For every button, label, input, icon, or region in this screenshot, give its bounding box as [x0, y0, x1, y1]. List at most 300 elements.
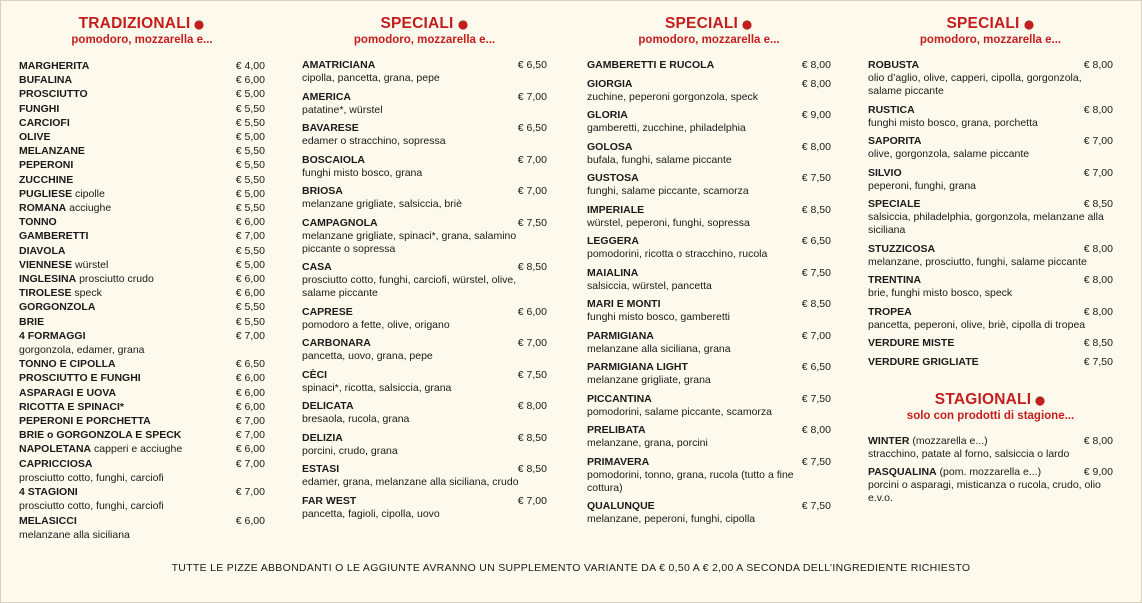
menu-item-row [302, 400, 547, 413]
item-price: € 5,50 [235, 173, 265, 186]
menu-item [302, 122, 547, 148]
item-price: € 8,00 [1083, 274, 1113, 286]
menu-item [19, 357, 265, 371]
item-name: STUZZICOSA [868, 242, 936, 255]
menu-item [19, 73, 265, 87]
menu-item-row [587, 59, 831, 72]
menu-item [19, 102, 265, 116]
item-name: VERDURE GRIGLIATE [868, 355, 979, 368]
item-description: salsiccia, philadelphia, gorgonzola, melanzane alla siciliana [868, 211, 1104, 236]
menu-item-row [868, 356, 1113, 369]
item-description: melanzane alla siciliana, grana [587, 342, 731, 355]
menu-item-row [587, 424, 831, 437]
menu-item-label [19, 386, 116, 400]
item-description: cipolla, pancetta, grana, pepe [302, 72, 440, 84]
menu-item-label [19, 116, 70, 130]
menu-item [587, 361, 831, 387]
menu-item-row [19, 386, 265, 400]
menu-item [302, 154, 547, 180]
menu-item-label [19, 244, 65, 258]
item-name: BAVARESE [302, 122, 359, 134]
item-name: VERDURE MISTE [868, 337, 955, 349]
item-description: gorgonzola, edamer, grana [19, 344, 145, 357]
menu-item-row [19, 229, 265, 243]
menu-item-row [868, 337, 1113, 350]
item-name: RICOTTA E SPINACI* [19, 400, 125, 413]
item-description: melanzane, prosciutto, funghi, salame piccante [868, 255, 1087, 268]
menu-item [19, 158, 265, 172]
menu-item-row [19, 130, 265, 144]
menu-item [19, 329, 265, 357]
item-price: € 8,00 [517, 400, 547, 412]
menu-item-row [19, 201, 265, 215]
menu-item-label [19, 457, 93, 471]
item-name: DELICATA [302, 400, 354, 412]
tomato-icon [741, 18, 753, 30]
item-name: ASPARAGI E UOVA [19, 386, 117, 399]
menu-item-row [19, 400, 265, 414]
menu-item-row [19, 258, 265, 272]
item-name: 4 FORMAGGI [19, 329, 86, 342]
menu-item-label [19, 371, 141, 385]
column-speciali-2 [587, 15, 831, 532]
item-price: € 8,00 [1083, 434, 1113, 447]
item-name: PROSCIUTTO E FUNGHI [19, 372, 141, 385]
section-subtitle: pomodoro, mozzarella e... [919, 34, 1062, 46]
item-description: melanzane, peperoni, funghi, cipolla [587, 513, 756, 525]
menu-item-label [868, 466, 1041, 479]
item-description: melanzane grigliate, spinaci*, grana, salamino piccante o sopressa [302, 229, 517, 255]
menu-item [587, 424, 831, 450]
menu-item-row [302, 122, 547, 135]
item-name: PROSCIUTTO [19, 88, 88, 101]
item-note: cipolle [72, 187, 105, 200]
menu-item-label [302, 217, 378, 230]
item-price: € 6,50 [517, 122, 547, 134]
menu-item-label [587, 298, 661, 311]
menu-item-label [868, 306, 912, 319]
menu-item-row [868, 198, 1113, 211]
menu-item-row [587, 361, 831, 374]
menu-item-row [587, 456, 831, 469]
menu-item-label [868, 243, 935, 256]
item-price: € 7,50 [801, 500, 831, 512]
menu-item [868, 59, 1113, 98]
menu-item-row [587, 172, 831, 185]
menu-item-label [868, 356, 979, 369]
menu-item-row [868, 167, 1113, 180]
menu-item-label [302, 154, 365, 167]
item-description: funghi, salame piccante, scamorza [587, 185, 749, 197]
item-name: AMATRICIANA [302, 59, 376, 71]
menu-item-row [587, 393, 831, 406]
section-stagionali [868, 391, 1113, 506]
menu-item-label [19, 272, 154, 286]
item-name: PEPERONI [19, 159, 74, 172]
menu-item [19, 215, 265, 229]
menu-item-label [19, 102, 59, 116]
item-price: € 8,00 [1083, 59, 1113, 71]
menu-item [302, 91, 547, 117]
menu-item [587, 456, 831, 495]
menu-item [19, 300, 265, 314]
menu-item-label [302, 463, 339, 476]
item-price: € 7,50 [801, 172, 831, 184]
menu-item [302, 432, 547, 458]
menu-item [868, 104, 1113, 130]
item-price: € 6,50 [235, 358, 265, 371]
menu-item [302, 306, 547, 332]
item-name: TROPEA [868, 305, 912, 318]
menu-item-row [19, 102, 265, 116]
item-name: INGLESINA [19, 273, 77, 286]
item-price: € 5,50 [235, 202, 265, 215]
item-price: € 5,50 [235, 159, 265, 172]
column-speciali-3 [868, 15, 1113, 511]
menu-item-label [587, 267, 638, 280]
item-price: € 7,00 [517, 90, 547, 103]
menu-item [19, 315, 265, 329]
item-price: € 7,00 [517, 494, 547, 507]
item-price: € 7,00 [1083, 166, 1113, 179]
item-price: € 5,50 [235, 244, 265, 257]
item-price: € 6,50 [517, 59, 547, 71]
menu-item-label [302, 261, 332, 274]
menu-item-label [19, 400, 124, 414]
menu-item [587, 59, 831, 72]
item-name: SPECIALE [868, 198, 921, 210]
menu-item [19, 272, 265, 286]
item-name: DELIZIA [302, 431, 343, 444]
item-name: MELASICCI [19, 514, 77, 527]
item-name: PASQUALINA [868, 466, 937, 478]
menu-item-row [587, 298, 831, 311]
menu-item [302, 369, 547, 395]
item-name: QUALUNQUE [587, 500, 655, 512]
item-price: € 7,00 [235, 329, 265, 342]
menu-item [19, 187, 265, 201]
item-price: € 7,00 [801, 329, 831, 342]
item-price: € 8,00 [1083, 103, 1113, 116]
menu-item [868, 274, 1113, 300]
menu-item-row [587, 500, 831, 513]
tomato-icon [1034, 394, 1046, 406]
supplement-note: TUTTE LE PIZZE ABBONDANTI O LE AGGIUNTE AVRANNO UN SUPPLEMENTO VARIANTE DA € 0,50 A € 2,00 A SECONDA DELL’INGREDIENTE RICHIESTO [171, 562, 971, 574]
menu-item [19, 173, 265, 187]
item-price: € 8,50 [801, 298, 831, 310]
item-note: acciughe [66, 202, 112, 215]
menu-item-label [868, 198, 921, 211]
menu-item-row [19, 371, 265, 385]
section-header [302, 15, 547, 47]
menu-item [19, 400, 265, 414]
menu-item-label [19, 329, 86, 343]
item-price: € 5,50 [235, 315, 265, 328]
item-name: GIORGIA [587, 77, 633, 90]
menu-item-label [302, 400, 354, 413]
tomato-icon [193, 18, 205, 30]
item-name: PRELIBATA [587, 424, 646, 436]
item-name: 4 STAGIONI [19, 486, 78, 499]
menu-item [587, 267, 831, 293]
item-description: bresaola, rucola, grana [302, 413, 410, 425]
menu-item-label [587, 59, 714, 72]
item-description: prosciutto cotto, funghi, carciofi, würstel, olive, salame piccante [302, 274, 517, 299]
menu-item-row [868, 466, 1113, 479]
item-name: CÈCI [302, 368, 328, 381]
item-description: edamer, grana, melanzane alla siciliana, crudo [302, 476, 519, 488]
menu-item [587, 298, 831, 324]
menu-item [302, 261, 547, 300]
menu-item-label [19, 201, 111, 215]
item-name: CAPRESE [302, 305, 353, 318]
item-price: € 8,00 [801, 140, 831, 153]
menu-item-label [302, 337, 371, 350]
menu-item-label [587, 424, 646, 437]
item-name: GLORIA [587, 109, 628, 121]
menu-item-label [19, 87, 88, 101]
item-name: GUSTOSA [587, 172, 639, 184]
menu-item-label [868, 104, 915, 117]
menu-item-label [302, 91, 351, 104]
item-list [19, 59, 265, 542]
menu-item-row [302, 432, 547, 445]
item-price: € 9,00 [801, 109, 831, 121]
menu-item-label [587, 330, 654, 343]
menu-item-label [868, 435, 988, 448]
menu-item [19, 485, 265, 513]
item-price: € 6,00 [517, 305, 547, 318]
item-price: € 6,00 [235, 216, 265, 229]
item-name: PUGLIESE [19, 187, 73, 200]
item-description: prosciutto cotto, funghi, carciofi [19, 500, 164, 513]
menu-item [302, 400, 547, 426]
item-price: € 7,00 [235, 457, 265, 470]
section-header [19, 15, 265, 47]
item-name: TONNO E CIPOLLA [19, 358, 116, 371]
menu-item-row [868, 243, 1113, 256]
item-name: VIENNESE [19, 258, 73, 271]
item-name: BRIOSA [302, 185, 343, 197]
item-name: CARCIOFI [19, 116, 70, 129]
menu-item-row [302, 91, 547, 104]
item-name: PICCANTINA [587, 392, 652, 405]
menu-item-row [19, 514, 265, 528]
item-price: € 6,00 [235, 386, 265, 399]
menu-item [19, 428, 265, 442]
item-note: (mozzarella e...) [909, 434, 988, 447]
item-name: PEPERONI E PORCHETTA [19, 415, 151, 428]
menu-item [868, 356, 1113, 369]
item-price: € 6,00 [235, 372, 265, 385]
item-price: € 6,00 [235, 273, 265, 286]
menu-item-label [19, 357, 116, 371]
section-subtitle: pomodoro, mozzarella e... [71, 34, 213, 46]
item-price: € 6,50 [801, 361, 831, 373]
item-price: € 7,00 [517, 153, 547, 166]
menu-item-row [868, 135, 1113, 148]
item-name: ESTASI [302, 463, 340, 475]
item-description: patatine*, würstel [302, 103, 383, 116]
item-price: € 6,00 [235, 287, 265, 300]
item-price: € 6,00 [235, 400, 265, 413]
menu-item [868, 167, 1113, 193]
item-name: PRIMAVERA [587, 455, 650, 468]
item-description: pomodoro a fette, olive, origano [302, 318, 450, 331]
menu-item-row [302, 337, 547, 350]
menu-item-label [587, 393, 652, 406]
menu-item [302, 495, 547, 521]
item-note: (pom. mozzarella e...) [936, 466, 1042, 478]
menu-item-row [302, 154, 547, 167]
menu-item [587, 78, 831, 104]
menu-item-label [19, 144, 85, 158]
section-header [587, 15, 831, 47]
item-price: € 8,00 [1083, 305, 1113, 318]
menu-item [587, 204, 831, 230]
item-price: € 7,00 [517, 337, 547, 349]
menu-item [587, 330, 831, 356]
item-description: zuchine, peperoni gorgonzola, speck [587, 90, 759, 103]
item-list [868, 435, 1113, 506]
item-description: edamer o stracchino, sopressa [302, 135, 446, 147]
menu-item [19, 229, 265, 243]
item-price: € 5,00 [235, 187, 265, 200]
item-list [302, 59, 547, 521]
menu-item [19, 201, 265, 215]
menu-item [19, 371, 265, 385]
menu-item-row [19, 73, 265, 87]
menu-item-row [19, 442, 265, 456]
item-description: peperoni, funghi, grana [868, 179, 976, 192]
item-note: capperi e acciughe [91, 443, 183, 456]
menu-item-label [19, 428, 181, 442]
menu-item-label [19, 173, 73, 187]
menu-item-row [19, 187, 265, 201]
item-description: pancetta, uovo, grana, pepe [302, 350, 433, 362]
item-description: pancetta, peperoni, olive, briè, cipolla di tropea [868, 318, 1086, 331]
item-name: RUSTICA [868, 103, 915, 116]
menu-item-row [19, 329, 265, 343]
item-price: € 6,00 [235, 443, 265, 456]
menu-item-row [302, 261, 547, 274]
menu-item-label [19, 300, 95, 314]
menu-item [868, 306, 1113, 332]
item-description: funghi misto bosco, grana, porchetta [868, 116, 1038, 129]
item-name: TONNO [19, 216, 57, 229]
item-price: € 5,50 [235, 145, 265, 158]
menu-item [19, 116, 265, 130]
menu-item [302, 463, 547, 489]
column-speciali-1 [302, 15, 547, 526]
menu-item [19, 87, 265, 101]
item-description: würstel, peperoni, funghi, sopressa [587, 216, 750, 229]
menu-item [19, 386, 265, 400]
item-price: € 7,50 [801, 392, 831, 405]
menu-item-row [19, 357, 265, 371]
item-price: € 4,00 [235, 60, 265, 72]
menu-item-row [587, 204, 831, 217]
menu-item [587, 235, 831, 261]
menu-item [19, 414, 265, 428]
section-title: SPECIALI [380, 15, 468, 33]
section-title: SPECIALI [665, 15, 753, 33]
menu-item [868, 198, 1113, 237]
item-price: € 8,50 [1083, 337, 1113, 349]
section-subtitle: pomodoro, mozzarella e... [638, 34, 780, 46]
menu-item [868, 466, 1113, 505]
item-price: € 7,50 [1083, 355, 1113, 368]
item-price: € 5,50 [235, 102, 265, 115]
item-price: € 7,50 [801, 266, 831, 279]
item-name: FUNGHI [19, 102, 60, 115]
item-note: würstel [72, 258, 109, 271]
item-price: € 7,00 [235, 486, 265, 499]
menu-item-label [587, 204, 644, 217]
menu-item-label [19, 73, 72, 87]
menu-item-label [868, 59, 919, 72]
item-name: IMPERIALE [587, 203, 645, 216]
menu-item-row [587, 235, 831, 248]
menu-item-label [587, 361, 688, 374]
menu-item-label [587, 109, 628, 122]
section-subtitle: solo con prodotti di stagione... [906, 409, 1075, 422]
menu-item-row [19, 300, 265, 314]
menu-item-label [868, 167, 902, 180]
item-name: ZUCCHINE [19, 173, 74, 186]
item-price: € 8,50 [517, 463, 547, 475]
menu-item [302, 59, 547, 85]
item-name: BOSCAIOLA [302, 153, 365, 166]
item-price: € 8,00 [801, 59, 831, 71]
menu-item-label [868, 274, 921, 287]
item-description: melanzane alla siciliana [19, 528, 130, 541]
item-price: € 8,50 [801, 203, 831, 216]
menu-item-row [19, 286, 265, 300]
section-title: SPECIALI [946, 15, 1034, 33]
menu-item-row [19, 59, 265, 73]
menu-item-label [302, 495, 356, 508]
menu-item-row [302, 59, 547, 72]
item-description: melanzane grigliate, salsiccia, briè [302, 198, 462, 210]
item-price: € 5,00 [235, 131, 265, 144]
section-header [868, 391, 1113, 423]
item-price: € 7,00 [1083, 135, 1113, 147]
menu-item-label [19, 59, 89, 73]
menu-item-row [19, 173, 265, 187]
item-description: melanzane grigliate, grana [587, 374, 711, 386]
menu-item [868, 435, 1113, 461]
menu-item-label [587, 78, 633, 91]
item-name: AMERICA [302, 90, 351, 103]
item-name: MELANZANE [19, 145, 85, 158]
item-name: TIROLESE [19, 287, 72, 300]
item-price: € 7,00 [235, 415, 265, 428]
menu-item-label [868, 337, 954, 350]
menu-item-label [19, 414, 151, 428]
item-name: OLIVE [19, 131, 51, 144]
tomato-icon [1023, 18, 1035, 30]
item-price: € 5,00 [235, 258, 265, 271]
item-name: MAIALINA [587, 266, 639, 279]
item-price: € 8,50 [517, 261, 547, 273]
item-list [587, 59, 831, 526]
menu-item [302, 185, 547, 211]
menu-item-row [19, 215, 265, 229]
item-name: BRIE o GORGONZOLA E SPECK [19, 429, 182, 442]
item-description: porcini, crudo, grana [302, 444, 398, 457]
menu-item [19, 286, 265, 300]
